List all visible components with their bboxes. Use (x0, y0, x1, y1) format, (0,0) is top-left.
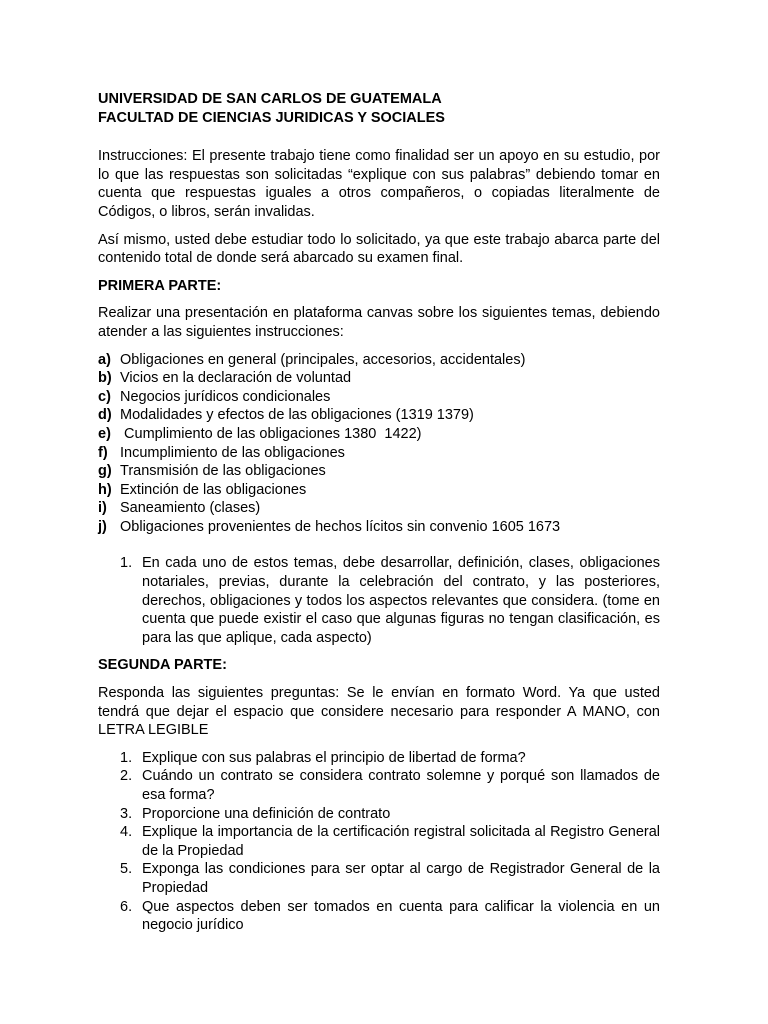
list-marker: 4. (120, 824, 133, 841)
list-item (98, 499, 660, 518)
topics-list (98, 351, 660, 537)
list-marker: b) (98, 370, 112, 387)
list-marker: g) (98, 463, 112, 480)
list-marker: f) (98, 444, 108, 461)
list-item (120, 823, 660, 860)
list-marker: e) (98, 425, 111, 442)
list-marker: 1. (120, 555, 133, 572)
list-item-text: Incumplimiento de las obligaciones (120, 444, 345, 461)
primera-parte-intro: Realizar una presentación en plataforma canvas sobre los siguientes temas, debiendo atender a las siguientes instrucciones: (98, 305, 660, 340)
university-title: UNIVERSIDAD DE SAN CARLOS DE GUATEMALA (98, 91, 442, 107)
questions-list (98, 749, 660, 935)
list-item (120, 767, 660, 804)
document-page (98, 90, 660, 935)
list-marker: c) (98, 388, 111, 405)
list-item (98, 444, 660, 463)
list-item-text: Exponga las condiciones para ser optar al cargo de Registrador General de la Propiedad (142, 861, 660, 896)
list-marker: 5. (120, 861, 133, 878)
list-marker: 1. (120, 749, 133, 766)
list-marker: 6. (120, 898, 133, 915)
list-item-text: Cuándo un contrato se considera contrato solemne y porqué son llamados de esa forma? (142, 768, 660, 803)
list-item-text: Proporcione una definición de contrato (142, 805, 391, 822)
primera-instructions-list (98, 554, 660, 647)
asi-mismo-paragraph: Así mismo, usted debe estudiar todo lo solicitado, ya que este trabajo abarca parte del contenido total de donde será abarcado su examen final. (98, 231, 660, 267)
list-marker: 2. (120, 768, 133, 785)
list-item-text: Que aspectos deben ser tomados en cuenta para calificar la violencia en un negocio jurídico (142, 898, 660, 934)
list-marker: d) (98, 407, 112, 424)
segunda-parte-intro: Responda las siguientes preguntas: Se le envían en formato Word. Ya que usted tendrá que dejar el espacio que considere necesario para responder A MANO, con LETRA LEGIBLE (98, 685, 660, 739)
list-item (120, 749, 660, 768)
list-marker: a) (98, 351, 111, 368)
list-marker: j) (98, 518, 107, 535)
list-item-text: Explique con sus palabras el principio de libertad de forma? (142, 749, 526, 766)
list-item (120, 860, 660, 897)
list-item-text: Explique la importancia de la certificación registral solicitada al Registro General de la Propiedad (142, 824, 660, 859)
list-item (98, 351, 660, 370)
instructions-paragraph: Instrucciones: El presente trabajo tiene como finalidad ser un apoyo en su estudio, por lo que las respuestas son solicitadas “explique con sus palabras” debiendo tomar en cuenta que respuestas iguales a otros compañeros, o copiadas literalmente de Códigos, o libros, serán invalidas. (98, 148, 660, 220)
list-item-text: Modalidades y efectos de las obligaciones (1319 1379) (120, 407, 474, 424)
list-item (98, 388, 660, 407)
list-item-text: Extinción de las obligaciones (120, 481, 307, 498)
list-item-text: Negocios jurídicos condicionales (120, 388, 331, 405)
list-item (98, 481, 660, 500)
list-item-text: Obligaciones en general (principales, accesorios, accidentales) (120, 351, 526, 368)
list-item (120, 898, 660, 935)
segunda-parte-heading: SEGUNDA PARTE: (98, 657, 227, 674)
list-item (98, 425, 660, 444)
list-item-text: En cada uno de estos temas, debe desarrollar, definición, clases, obligaciones notariales, previas, durante la celebración del contrato, y las posteriores, derechos, obligaciones y todos los aspectos relevantes que considera. (tome en cuenta que puede existir el caso que algunas figuras no tengan clasificación, es para las que aplique, cada aspecto) (142, 555, 660, 646)
list-marker: i) (98, 500, 107, 517)
list-item-text: Obligaciones provenientes de hechos lícitos sin convenio 1605 1673 (120, 518, 561, 535)
list-item (98, 518, 660, 537)
list-item (98, 369, 660, 388)
list-marker: h) (98, 481, 112, 498)
list-item (120, 554, 660, 647)
faculty-title: FACULTAD DE CIENCIAS JURIDICAS Y SOCIALES (98, 109, 445, 126)
list-item-text: Vicios en la declaración de voluntad (120, 370, 352, 387)
list-item-text: Cumplimiento de las obligaciones 1380 1422) (120, 425, 422, 442)
primera-parte-heading: PRIMERA PARTE: (98, 277, 222, 294)
list-item-text: Saneamiento (clases) (120, 500, 261, 517)
list-item (120, 805, 660, 824)
list-item-text: Transmisión de las obligaciones (120, 463, 326, 480)
list-item (98, 462, 660, 481)
list-item (98, 406, 660, 425)
list-marker: 3. (120, 805, 133, 822)
